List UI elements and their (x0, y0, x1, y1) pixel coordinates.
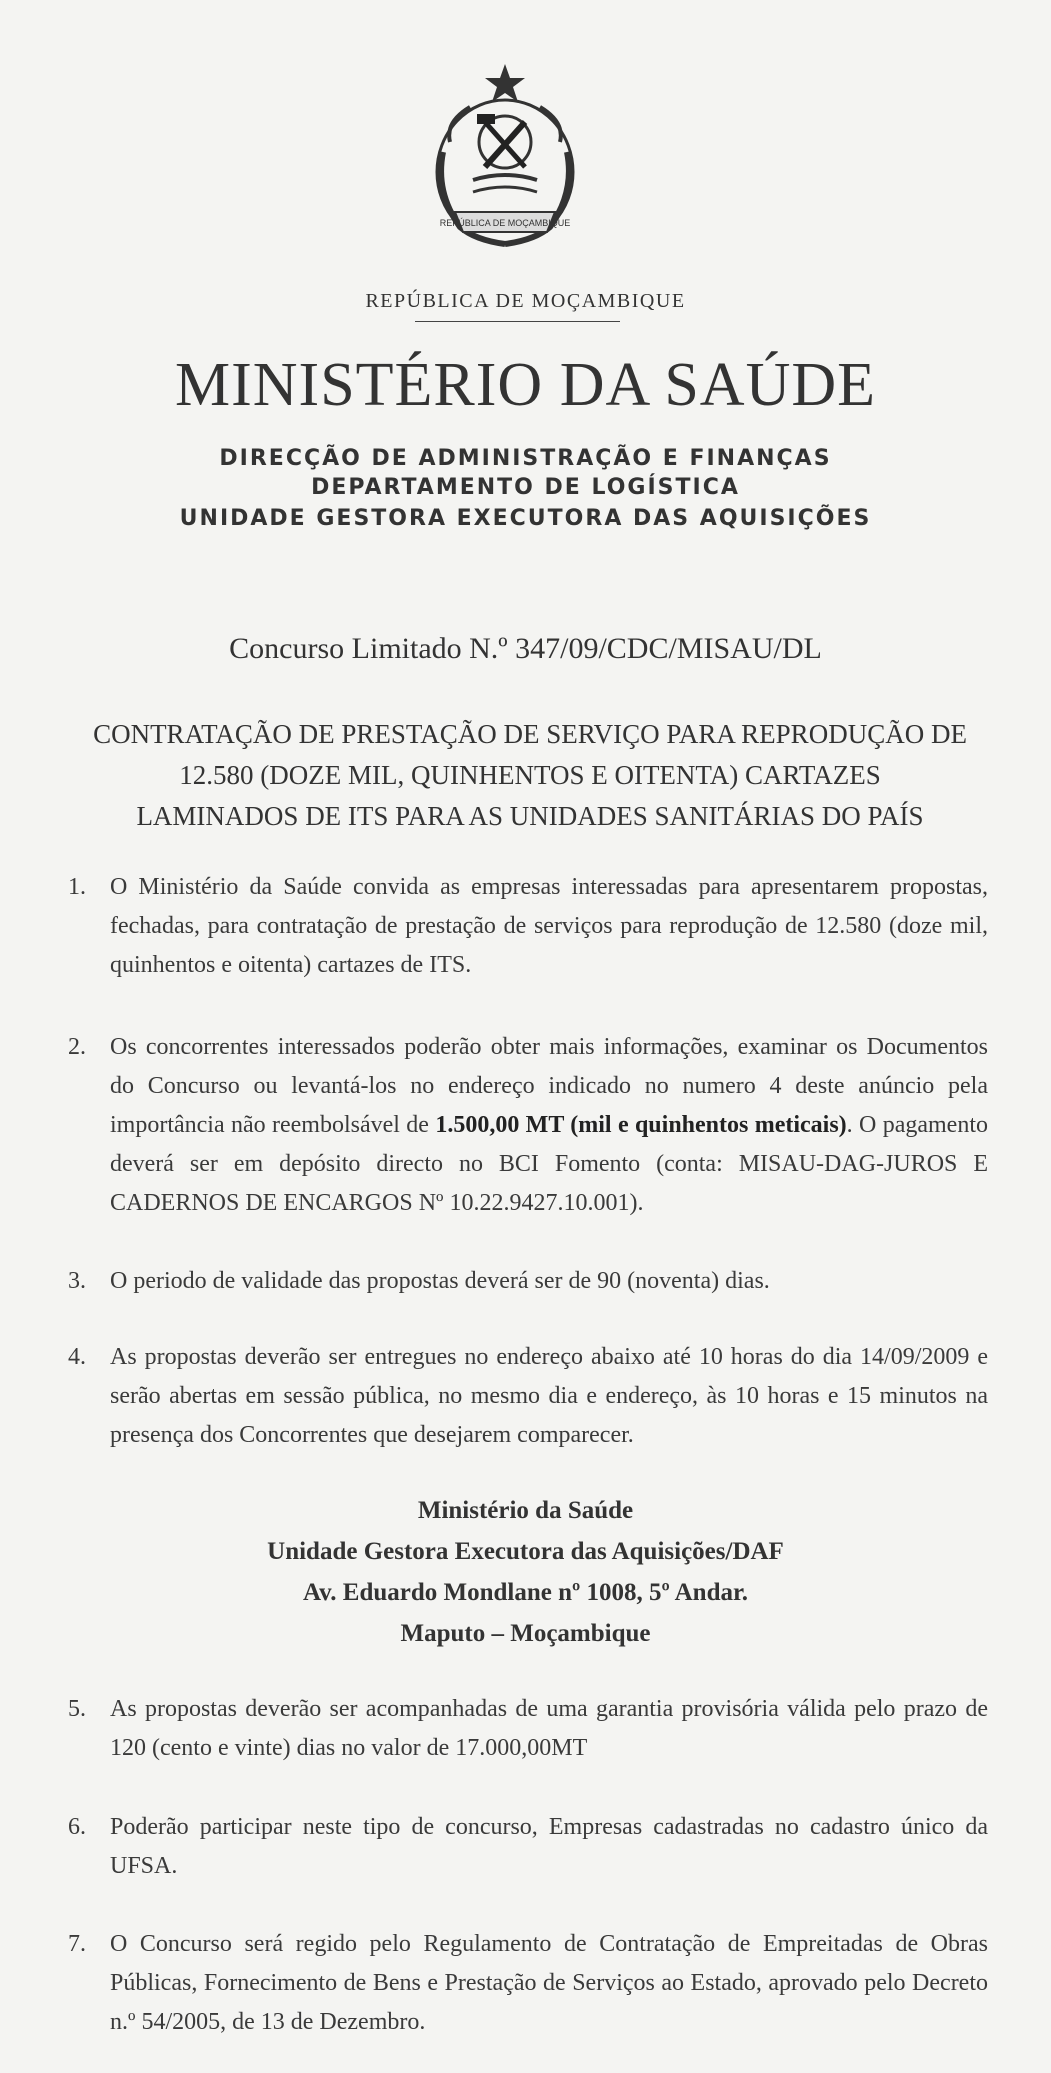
republic-label: REPÚBLICA DE MOÇAMBIQUE (365, 290, 686, 312)
clause-text: O Concurso será regido pelo Regulamento de Contratação de Empreitadas de Obras Públicas, Fornecimento de Bens e Prestação de Serviços ao Estado, aprovado pelo Decreto n.º 54/2005, de 13 de Dezembro. (110, 1931, 988, 2035)
clause-3 (68, 1262, 988, 1301)
emblem-banner-text: REPÚBLICA DE MOÇAMBIQUE (439, 218, 571, 228)
clause-text: O periodo de validade das propostas deverá ser de 90 (noventa) dias. (110, 1268, 770, 1294)
department-line-2: DEPARTAMENTO DE LOGÍSTICA (311, 475, 740, 500)
clause-text-part: . O pagamento deverá ser em depósito directo no BCI Fomento (conta: MISAU-DAG-JUROS E CADERNOS DE ENCARGOS Nº 10.22.9427.10.001). (110, 1112, 988, 1216)
clause-5 (68, 1690, 988, 1768)
clause-4 (68, 1338, 988, 1455)
clause-text: As propostas deverão ser acompanhadas de uma garantia provisória válida pelo prazo de 120 (cento e vinte) dias no valor de 17.000,00MT (110, 1696, 988, 1761)
clause-2 (68, 1028, 988, 1223)
ministry-title: MINISTÉRIO DA SAÚDE (175, 351, 876, 419)
clause-number: 2. (68, 1034, 86, 1060)
clause-number: 4. (68, 1344, 86, 1370)
clause-number: 5. (68, 1696, 86, 1722)
department-line-3: UNIDADE GESTORA EXECUTORA DAS AQUISIÇÕES (179, 506, 872, 531)
clause-text: Poderão participar neste tipo de concurso, Empresas cadastradas no cadastro único da UFSA. (110, 1814, 988, 1879)
fee-amount: 1.500,00 MT (mil e quinhentos meticais) (435, 1112, 847, 1138)
clause-number: 1. (68, 874, 86, 900)
tender-object-line: LAMINADOS DE ITS PARA AS UNIDADES SANITÁRIAS DO PAÍS (136, 801, 924, 831)
tender-object-line: 12.580 (DOZE MIL, QUINHENTOS E OITENTA) CARTAZES (179, 760, 881, 790)
clause-text-part: Os concorrentes interessados poderão obter mais informações, examinar os Documentos do Concurso ou levantá-los no endereço indicado no numero 4 deste anúncio pela importância não reembolsável de (110, 1034, 988, 1138)
address-line-3: Av. Eduardo Mondlane nº 1008, 5º Andar. (302, 1579, 749, 1606)
clause-text (110, 1028, 988, 1223)
clause-7 (68, 1925, 988, 2042)
department-line-1: DIRECÇÃO DE ADMINISTRAÇÃO E FINANÇAS (219, 446, 832, 471)
tender-object-line: CONTRATAÇÃO DE PRESTAÇÃO DE SERVIÇO PARA REPRODUÇÃO DE (93, 719, 967, 749)
clause-text: As propostas deverão ser entregues no endereço abaixo até 10 horas do dia 14/09/2009 e serão abertas em sessão pública, no mesmo dia e endereço, às 10 horas e 15 minutos na presença dos Concorrentes que desejarem comparecer. (110, 1344, 988, 1448)
divider (415, 321, 620, 322)
clause-6 (68, 1808, 988, 1886)
mozambique-emblem-icon (415, 62, 595, 262)
clause-number: 6. (68, 1814, 86, 1840)
concurso-title: Concurso Limitado N.º 347/09/CDC/MISAU/DL (229, 632, 822, 665)
clause-number: 7. (68, 1931, 86, 1957)
clause-1 (68, 868, 988, 985)
clause-number: 3. (68, 1268, 86, 1294)
tender-object (70, 714, 990, 837)
clause-text: O Ministério da Saúde convida as empresas interessadas para apresentarem propostas, fechadas, para contratação de prestação de serviços para reprodução de 12.580 (doze mil, quinhentos e oitenta) cartazes de ITS. (110, 874, 988, 978)
address-line-2: Unidade Gestora Executora das Aquisições/DAF (267, 1538, 784, 1565)
address-line-4: Maputo – Moçambique (400, 1620, 651, 1647)
address-line-1: Ministério da Saúde (417, 1497, 634, 1524)
delivery-address (0, 1490, 1051, 1654)
